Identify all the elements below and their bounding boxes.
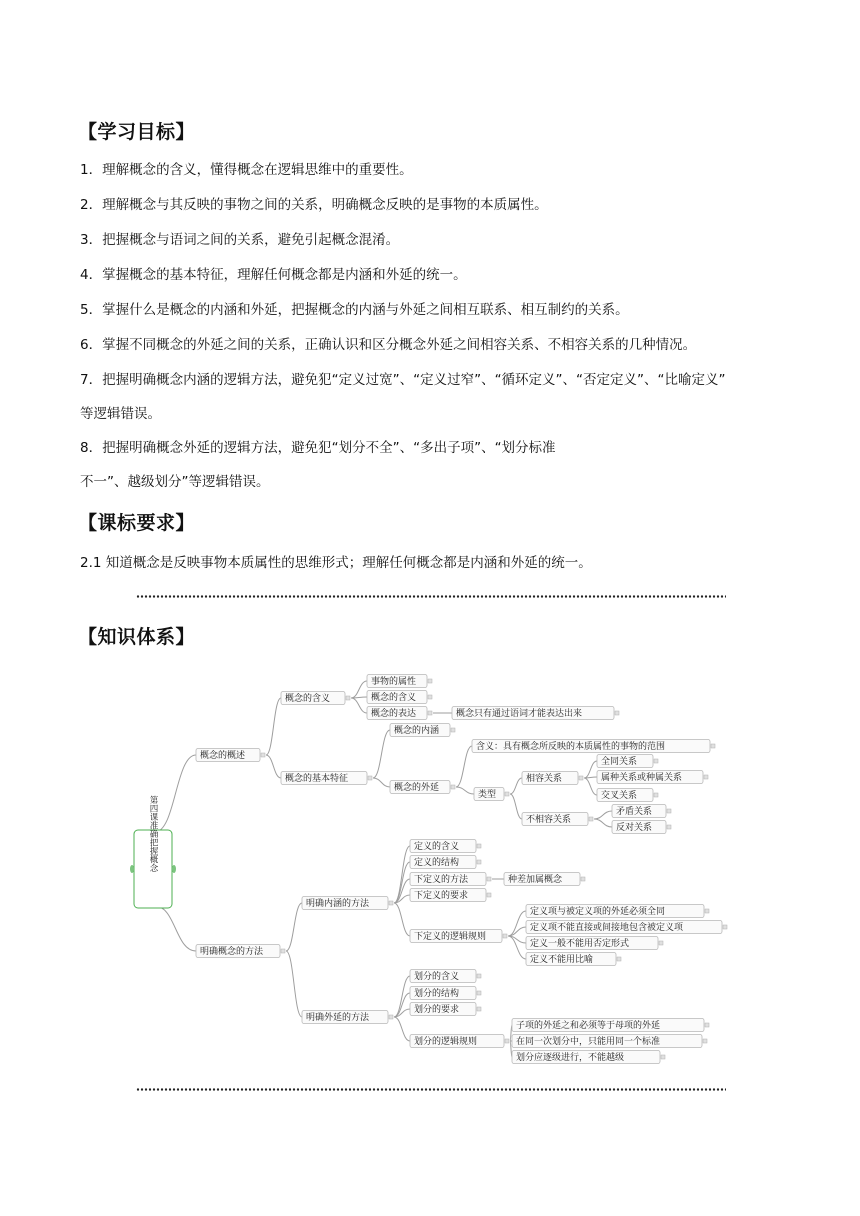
collapse-toggle-icon[interactable] <box>579 776 583 780</box>
goals-heading: 【学习目标】 <box>78 121 196 143</box>
mindmap-connector <box>351 681 367 698</box>
mindmap-node-label: 下定义的要求 <box>414 891 469 902</box>
mindmap-node-identity[interactable] <box>597 755 658 768</box>
collapse-toggle-icon[interactable] <box>487 877 491 881</box>
mindmap-connector <box>155 755 196 832</box>
mindmap-node-contra[interactable] <box>612 805 671 818</box>
mindmap-connector <box>155 906 196 951</box>
collapse-toggle-icon[interactable] <box>346 696 350 700</box>
mindmap-connector <box>394 903 410 936</box>
mindmap-connector <box>266 698 281 755</box>
mindmap-node-attr[interactable] <box>367 675 432 688</box>
mindmap-node-label: 下定义的方法 <box>414 875 469 886</box>
mindmap-node-def-req[interactable] <box>410 889 491 902</box>
mindmap-node-label: 概念的含义 <box>285 694 331 705</box>
mindmap-node-drule3[interactable] <box>512 1051 665 1064</box>
mindmap-node-label: 交叉关系 <box>601 791 638 802</box>
mindmap-node-label: 划分的逻辑规则 <box>414 1037 478 1048</box>
mindmap-connector <box>510 778 522 794</box>
mindmap-node-label: 定义的含义 <box>414 842 460 853</box>
mindmap-node-div-req[interactable] <box>410 1003 481 1016</box>
mindmap-node-label: 矛盾关系 <box>616 807 653 818</box>
collapse-toggle-icon[interactable] <box>589 817 593 821</box>
goal-item: 3．把握概念与语词之间的关系，避免引起概念混淆。 <box>80 232 400 248</box>
mindmap-node-label: 子项的外延之和必须等于母项的外延 <box>516 1021 661 1032</box>
mindmap-connector <box>351 698 367 713</box>
mindmap-node-label: 属种关系或种属关系 <box>601 773 683 784</box>
mindmap-connector <box>584 778 597 795</box>
collapse-toggle-icon[interactable] <box>581 877 585 881</box>
collapse-toggle-icon[interactable] <box>477 860 481 864</box>
collapse-toggle-icon[interactable] <box>477 1007 481 1011</box>
mindmap-node-label: 概念的基本特征 <box>285 774 349 785</box>
mindmap-node-label: 明确内涵的方法 <box>306 899 370 910</box>
collapse-toggle-icon[interactable] <box>704 775 708 779</box>
collapse-toggle-icon[interactable] <box>659 941 663 945</box>
mindmap-connector <box>456 787 474 794</box>
collapse-toggle-icon[interactable] <box>261 753 265 757</box>
mindmap-node-label: 明确外延的方法 <box>306 1013 370 1024</box>
mindmap-node-genus[interactable] <box>597 771 708 784</box>
goal-item: 7．把握明确概念内涵的逻辑方法，避免犯“定义过宽”、“定义过窄”、“循环定义”、“否定定义”、“比喻定义” <box>80 372 726 388</box>
mindmap-root-node[interactable] <box>134 795 172 908</box>
mindmap-node-meaning2[interactable] <box>367 691 432 704</box>
mindmap-node-incompat[interactable] <box>522 813 593 826</box>
mindmap-node-compat[interactable] <box>522 772 583 785</box>
mindmap-connector <box>394 1017 410 1041</box>
mindmap-node-connotation[interactable] <box>390 724 455 737</box>
mindmap-connector <box>394 846 410 903</box>
mindmap-node-ext-method[interactable] <box>302 1011 393 1024</box>
root-handle-icon[interactable] <box>172 865 176 873</box>
collapse-toggle-icon[interactable] <box>617 957 621 961</box>
mindmap-node-methods[interactable] <box>196 945 285 958</box>
collapse-toggle-icon[interactable] <box>661 1055 665 1059</box>
mindmap-node-cross[interactable] <box>597 789 658 802</box>
mindmap-connector <box>456 746 472 787</box>
collapse-toggle-icon[interactable] <box>703 1039 707 1043</box>
collapse-toggle-icon[interactable] <box>281 949 285 953</box>
mindmap-connector <box>594 811 612 819</box>
goal-item: 4．掌握概念的基本特征，理解任何概念都是内涵和外延的统一。 <box>80 267 467 283</box>
collapse-toggle-icon[interactable] <box>705 909 709 913</box>
collapse-toggle-icon[interactable] <box>451 785 455 789</box>
collapse-toggle-icon[interactable] <box>428 711 432 715</box>
mindmap-node-label: 明确概念的方法 <box>200 947 264 958</box>
mindmap-node-label: 概念的含义 <box>371 693 417 704</box>
mindmap-node-label: 划分的含义 <box>414 972 460 983</box>
mindmap-node-label: 种差加属概念 <box>508 875 563 886</box>
mindmap-connector <box>394 862 410 903</box>
mindmap-node-expr-note[interactable] <box>452 707 619 720</box>
mindmap-node-label: 划分的要求 <box>414 1005 460 1016</box>
mindmap-node-label: 概念的内涵 <box>394 726 440 737</box>
collapse-toggle-icon[interactable] <box>654 759 658 763</box>
collapse-toggle-icon[interactable] <box>477 974 481 978</box>
collapse-toggle-icon[interactable] <box>368 776 372 780</box>
mindmap-node-label: 反对关系 <box>616 823 653 834</box>
mindmap-node-rule2[interactable] <box>526 921 727 934</box>
goal-item-continued: 不一”、越级划分”等逻辑错误。 <box>80 474 270 490</box>
mindmap-node-label: 事物的属性 <box>371 677 417 688</box>
mindmap-node-label: 概念只有通过语词才能表达出来 <box>456 709 583 720</box>
mindmap-node-div-meaning[interactable] <box>410 970 481 983</box>
mindmap-node-drule1[interactable] <box>512 1019 709 1032</box>
mindmap-node-label: 划分应逐级进行，不能越级 <box>516 1053 625 1064</box>
mindmap-node-meaning[interactable] <box>281 692 350 705</box>
mindmap-node-label: 定义项不能直接或间接地包含被定义项 <box>530 923 684 934</box>
mindmap-connector <box>584 761 597 778</box>
collapse-toggle-icon[interactable] <box>667 825 671 829</box>
mindmap-node-drule2[interactable] <box>512 1035 707 1048</box>
mindmap-node-label: 定义项与被定义项的外延必须全同 <box>530 907 666 918</box>
mindmap-node-conn-method[interactable] <box>302 897 393 910</box>
mindmap-node-label: 划分的结构 <box>414 989 460 1000</box>
mindmap-node-def-rules[interactable] <box>410 930 507 943</box>
mindmap-node-label: 含义：具有概念所反映的本质属性的事物的范围 <box>476 742 666 753</box>
collapse-toggle-icon[interactable] <box>451 728 455 732</box>
collapse-toggle-icon[interactable] <box>428 695 432 699</box>
mindmap-connector <box>266 755 281 778</box>
mindmap-node-rule3[interactable] <box>526 937 663 950</box>
mindmap-node-rule4[interactable] <box>526 953 621 966</box>
mindmap-node-opposite[interactable] <box>612 821 671 834</box>
collapse-toggle-icon[interactable] <box>428 679 432 683</box>
mindmap-node-def-meaning[interactable] <box>410 840 481 853</box>
mindmap-node-div-rules[interactable] <box>410 1035 509 1048</box>
collapse-toggle-icon[interactable] <box>477 991 481 995</box>
mindmap-node-label: 概念的概述 <box>200 751 246 762</box>
mindmap-node-label: 概念的表达 <box>371 709 417 720</box>
mindmap-node-label: 概念的外延 <box>394 783 440 794</box>
mindmap-node-types[interactable] <box>474 788 509 801</box>
goal-item: 1．理解概念的含义，懂得概念在逻辑思维中的重要性。 <box>80 162 413 178</box>
mindmap-node-expr[interactable] <box>367 707 432 720</box>
goal-item: 5．掌握什么是概念的内涵和外延，把握概念的内涵与外延之间相互联系、相互制约的关系。 <box>80 302 629 318</box>
mindmap-connector <box>373 730 390 778</box>
mindmap-node-basic[interactable] <box>281 772 372 785</box>
mindmap-connector <box>510 794 522 819</box>
collapse-toggle-icon[interactable] <box>654 793 658 797</box>
mindmap-node-ext-meaning[interactable] <box>472 740 715 753</box>
mindmap-node-div-struct[interactable] <box>410 987 481 1000</box>
mindmap-node-label: 类型 <box>478 790 497 801</box>
collapse-toggle-icon[interactable] <box>723 925 727 929</box>
mindmap-connector <box>286 903 302 951</box>
collapse-toggle-icon[interactable] <box>505 1039 509 1043</box>
mindmap-node-label: 定义的结构 <box>414 858 460 869</box>
collapse-toggle-icon[interactable] <box>477 844 481 848</box>
collapse-toggle-icon[interactable] <box>389 1015 393 1019</box>
mindmap-node-label: 下定义的逻辑规则 <box>414 932 487 943</box>
collapse-toggle-icon[interactable] <box>503 934 507 938</box>
mindmap-node-label: 在同一次划分中，只能用同一个标准 <box>516 1037 661 1048</box>
mindmap-node-extension[interactable] <box>390 781 455 794</box>
mindmap-node-label: 全同关系 <box>601 757 638 768</box>
mindmap-connector <box>508 911 526 936</box>
mindmap-node-overview[interactable] <box>196 749 265 762</box>
root-handle-icon[interactable] <box>130 865 134 873</box>
mindmap-root-label: 第四课准确把握概念 <box>148 795 158 873</box>
mindmap-node-label: 定义一般不能用否定形式 <box>530 939 630 950</box>
mindmap-node-label: 不相容关系 <box>526 815 572 826</box>
mindmap-connector <box>373 778 390 787</box>
collapse-toggle-icon[interactable] <box>615 711 619 715</box>
dotted-divider <box>136 1088 726 1091</box>
standards-text: 2.1 知道概念是反映事物本质属性的思维形式；理解任何概念都是内涵和外延的统一。 <box>80 555 592 571</box>
mindmap-node-def-struct[interactable] <box>410 856 481 869</box>
collapse-toggle-icon[interactable] <box>667 809 671 813</box>
goal-item: 6．掌握不同概念的外延之间的关系，正确认识和区分概念外延之间相容关系、不相容关系的几种情况。 <box>80 337 697 353</box>
collapse-toggle-icon[interactable] <box>705 1023 709 1027</box>
mindmap-node-label: 定义不能用比喻 <box>530 955 594 966</box>
collapse-toggle-icon[interactable] <box>711 744 715 748</box>
dotted-divider <box>136 595 726 598</box>
collapse-toggle-icon[interactable] <box>505 792 509 796</box>
collapse-toggle-icon[interactable] <box>389 901 393 905</box>
mind-map <box>0 640 860 1080</box>
goal-item: 2．理解概念与其反映的事物之间的关系，明确概念反映的是事物的本质属性。 <box>80 197 548 213</box>
mindmap-connector <box>286 951 302 1017</box>
goal-item: 8．把握明确概念外延的逻辑方法，避免犯“划分不全”、“多出子项”、“划分标准 <box>80 440 556 456</box>
standards-heading: 【课标要求】 <box>78 512 196 534</box>
knowledge-heading: 【知识体系】 <box>78 626 196 648</box>
mindmap-node-label: 相容关系 <box>526 774 563 785</box>
mindmap-node-rule1[interactable] <box>526 905 709 918</box>
mindmap-connector <box>594 819 612 827</box>
mindmap-connector <box>394 976 410 1017</box>
mindmap-node-def-method[interactable] <box>410 873 491 886</box>
mindmap-node-def-method-note[interactable] <box>504 873 585 886</box>
goal-item-continued: 等逻辑错误。 <box>80 406 161 422</box>
collapse-toggle-icon[interactable] <box>487 893 491 897</box>
